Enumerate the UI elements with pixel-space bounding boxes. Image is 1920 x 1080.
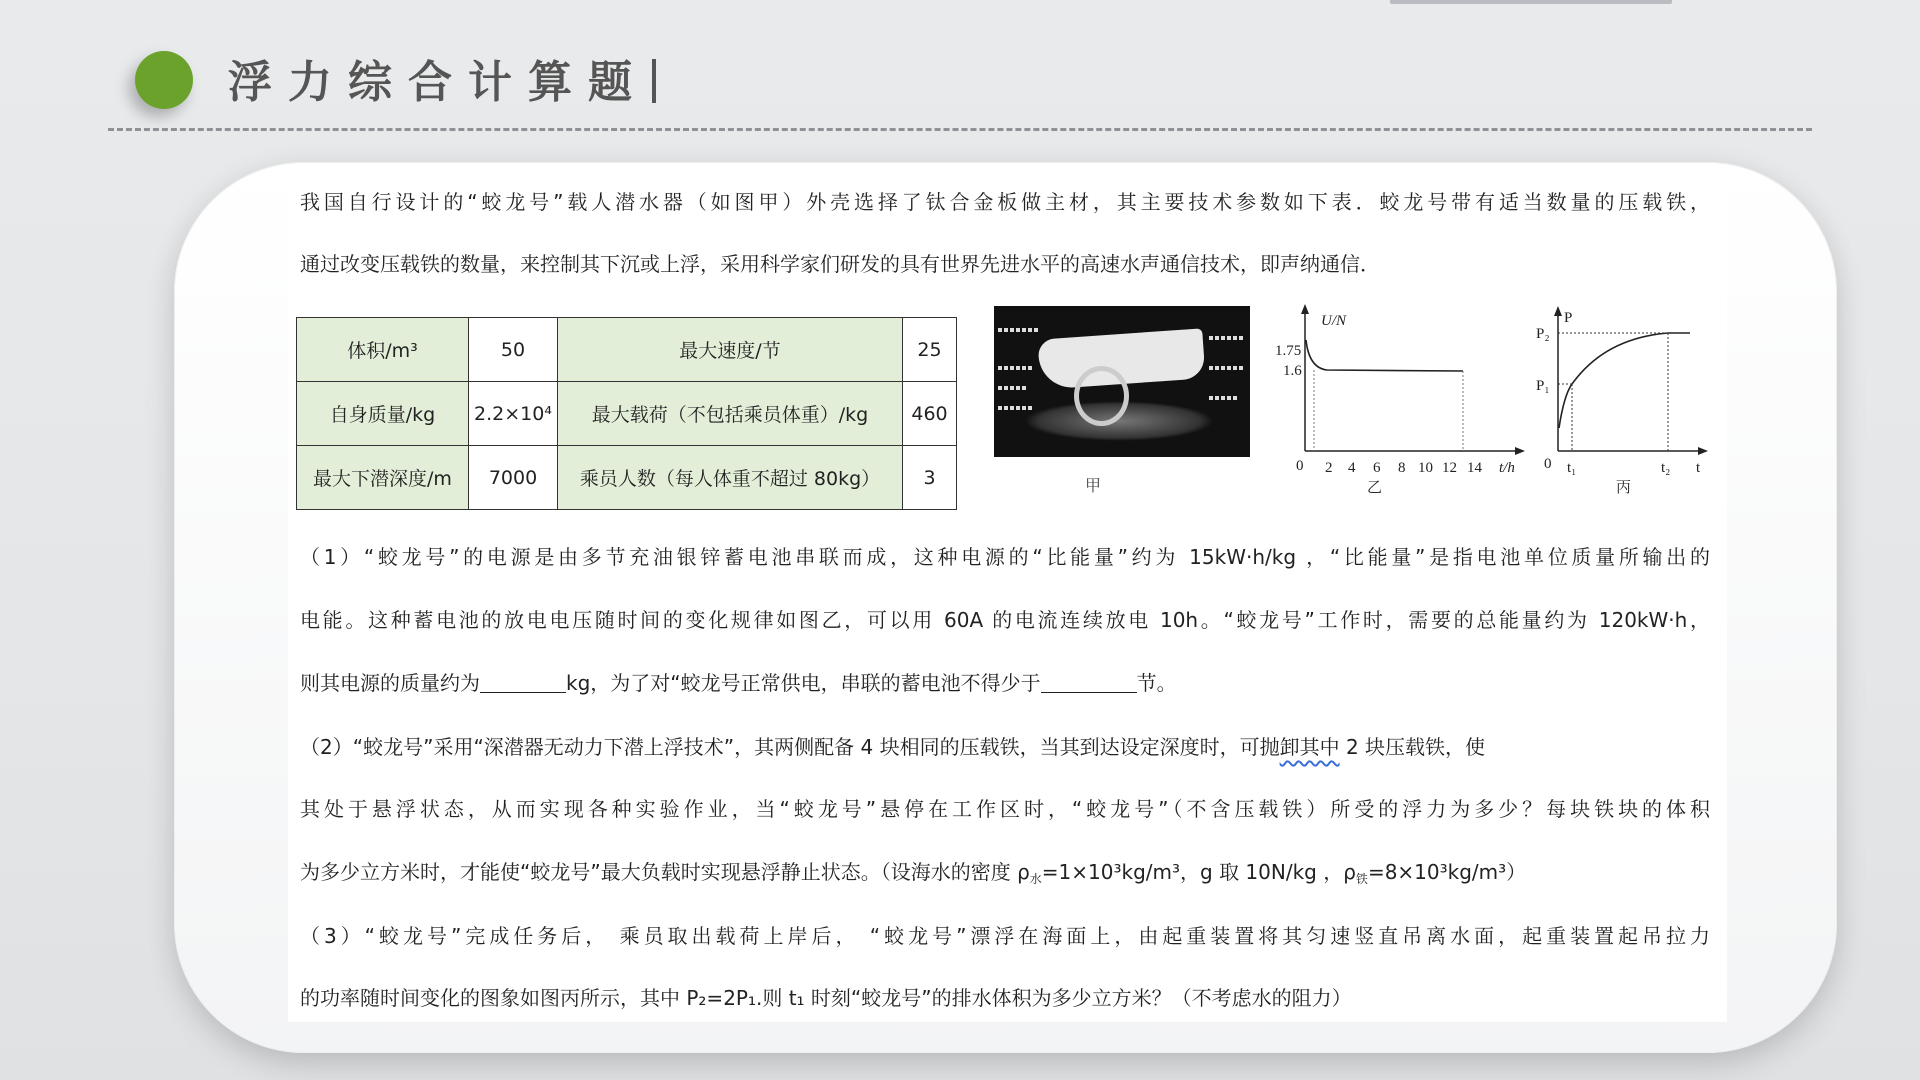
q1-text: 节。 bbox=[1136, 671, 1177, 695]
x-axis-label: t/h bbox=[1499, 460, 1515, 476]
y-axis-label: P bbox=[1564, 310, 1573, 326]
photo-caption: 甲 bbox=[1085, 476, 1102, 495]
subscript: 铁 bbox=[1355, 872, 1368, 886]
table-cell: 460 bbox=[903, 382, 957, 446]
q1-line-1: （1）“蛟龙号”的电源是由多节充油银锌蓄电池串联而成，这种电源的“比能量”约为 15kW·h/kg ，“比能量”是指电池单位质量所输出的 bbox=[300, 545, 1710, 569]
spellcheck-underline-text: 卸其中 bbox=[1279, 735, 1340, 759]
q2-text: 2 块压载铁，使 bbox=[1339, 735, 1486, 759]
q1-line-2: 电能。这种蓄电池的放电电压随时间的变化规律如图乙，可以用 60A 的电流连续放电 10h。“蛟龙号”工作时，需要的总能量约为 120kW·h， bbox=[300, 608, 1710, 632]
power-time-graph bbox=[1530, 300, 1710, 500]
q2-line-3 bbox=[300, 859, 1710, 885]
y-tick-label: P₁ bbox=[1536, 378, 1550, 394]
table-row bbox=[297, 446, 957, 510]
slide-title bbox=[228, 46, 656, 110]
table-cell: 最大速度/节 bbox=[558, 318, 903, 382]
table-cell: 自身质量/kg bbox=[297, 382, 469, 446]
y-tick-label: 1.75 bbox=[1275, 343, 1302, 359]
y-axis-arrow-icon bbox=[1554, 306, 1562, 316]
q2-text: （2）“蛟龙号”采用“深潜器无动力下潜上浮技术”，其两侧配备 4 块相同的压载铁，当其到达设定深度时，可抛 bbox=[300, 735, 1280, 759]
parameter-table bbox=[296, 317, 957, 510]
y-axis-label: U/N bbox=[1321, 313, 1347, 329]
table-cell: 体积/m³ bbox=[297, 318, 469, 382]
table-cell: 2.2×10⁴ bbox=[469, 382, 558, 446]
q3-line-1: （3）“蛟龙号”完成任务后， 乘员取出载荷上岸后， “蛟龙号”漂浮在海面上，由起重装置将其匀速竖直吊离水面，起重装置起吊拉力 bbox=[300, 924, 1710, 948]
x-axis-arrow-icon bbox=[1515, 447, 1525, 455]
q1-text: 则其电源的质量约为 bbox=[300, 671, 480, 695]
x-tick-label: t₁ bbox=[1567, 460, 1577, 476]
x-tick-label: t₂ bbox=[1661, 460, 1671, 476]
table-cell: 25 bbox=[903, 318, 957, 382]
x-tick-label: 2 bbox=[1325, 460, 1333, 476]
x-axis-label: t bbox=[1696, 460, 1701, 476]
title-bullet-icon bbox=[135, 51, 193, 109]
x-axis-arrow-icon bbox=[1698, 447, 1708, 455]
x-tick-label: 4 bbox=[1348, 460, 1356, 476]
table-cell: 乘员人数（每人体重不超过 80kg） bbox=[558, 446, 903, 510]
x-tick-label: 8 bbox=[1398, 460, 1406, 476]
x-tick-label: 0 bbox=[1296, 458, 1304, 474]
x-tick-label: 6 bbox=[1373, 460, 1381, 476]
intro-line-1: 我国自行设计的“蛟龙号”载人潜水器（如图甲）外壳选择了钛合金板做主材，其主要技术参数如下表．蛟龙号带有适当数量的压载铁， bbox=[300, 190, 1710, 214]
voltage-curve bbox=[1306, 340, 1463, 371]
voltage-time-graph bbox=[1255, 300, 1530, 500]
x-tick-label: 12 bbox=[1442, 460, 1457, 476]
q2-text: =1×10³kg/m³，g 取 10N/kg ，ρ bbox=[1041, 860, 1356, 884]
q2-line-2: 其处于悬浮状态，从而实现各种实验作业，当“蛟龙号”悬停在工作区时，“蛟龙号”（不含压载铁）所受的浮力为多少？每块铁块的体积 bbox=[300, 797, 1710, 821]
table-cell: 最大载荷（不包括乘员体重）/kg bbox=[558, 382, 903, 446]
subscript: 水 bbox=[1029, 872, 1042, 886]
table-cell: 7000 bbox=[469, 446, 558, 510]
answer-blank-count[interactable] bbox=[1041, 673, 1137, 693]
top-bar bbox=[1390, 0, 1672, 4]
intro-line-2: 通过改变压载铁的数量，来控制其下沉或上浮，采用科学家们研发的具有世界先进水平的高速水声通信技术，即声纳通信． bbox=[300, 252, 1380, 276]
q2-text: 为多少立方米时，才能使“蛟龙号”最大负载时实现悬浮静止状态。（设海水的密度 ρ bbox=[300, 860, 1030, 884]
y-axis-arrow-icon bbox=[1301, 304, 1309, 314]
power-curve bbox=[1559, 333, 1690, 428]
q1-text: kg，为了对“蛟龙号正常供电，串联的蓄电池不得少于 bbox=[566, 671, 1041, 695]
graph-caption: 乙 bbox=[1367, 480, 1383, 496]
title-cursor-bar bbox=[652, 59, 656, 103]
title-divider bbox=[108, 128, 1812, 131]
table-cell: 3 bbox=[903, 446, 957, 510]
table-cell: 最大下潜深度/m bbox=[297, 446, 469, 510]
graph-caption: 丙 bbox=[1616, 480, 1632, 496]
table-row bbox=[297, 382, 957, 446]
y-tick-label: P₂ bbox=[1536, 326, 1550, 342]
answer-blank-mass[interactable] bbox=[480, 673, 566, 693]
x-tick-label: 10 bbox=[1418, 460, 1433, 476]
q1-line-3 bbox=[300, 670, 1710, 696]
q3-line-2: 的功率随时间变化的图象如图丙所示，其中 P₂=2P₁.则 t₁ 时刻“蛟龙号”的排水体积为多少立方米？（不考虑水的阻力） bbox=[300, 986, 1352, 1010]
submersible-photo bbox=[994, 306, 1250, 457]
table-cell: 50 bbox=[469, 318, 558, 382]
q2-line-1 bbox=[300, 734, 1710, 760]
y-tick-label: 1.6 bbox=[1283, 363, 1302, 379]
x-tick-label: 0 bbox=[1544, 456, 1552, 472]
slide-title-text: 浮力综合计算题 bbox=[228, 57, 648, 108]
table-row bbox=[297, 318, 957, 382]
x-tick-label: 14 bbox=[1467, 460, 1482, 476]
q2-text: =8×10³kg/m³） bbox=[1367, 860, 1527, 884]
